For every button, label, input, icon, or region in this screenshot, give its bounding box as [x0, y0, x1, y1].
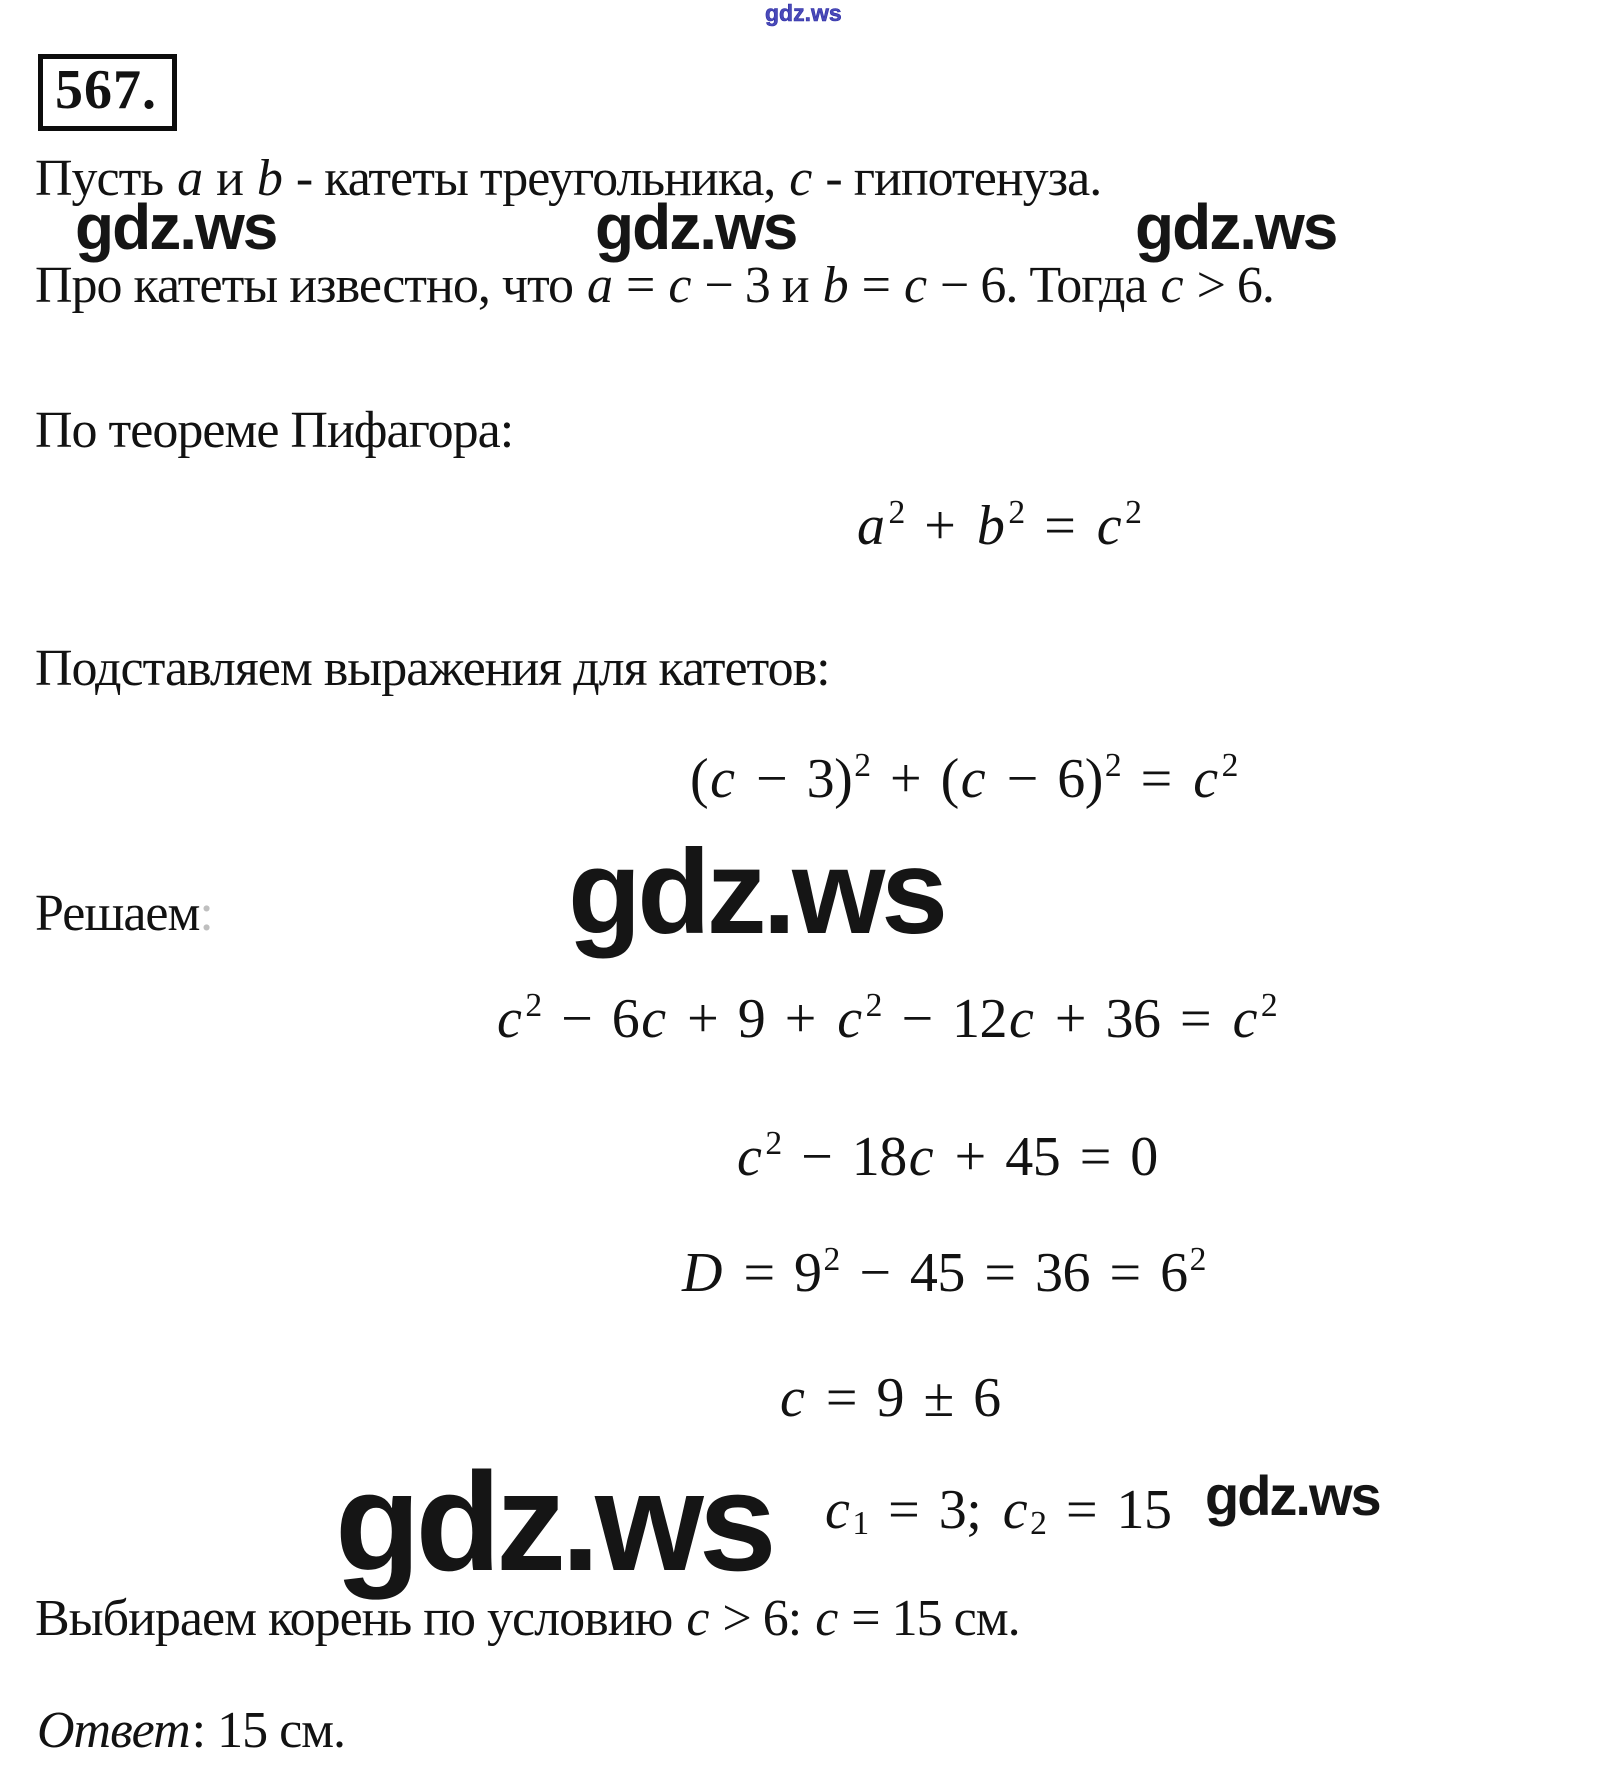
watermark-gdz-big-bottom: gdz.ws: [335, 1443, 772, 1600]
equation-substituted: $(c - 3)^2 + (c - 6)^2 = c$ $^2$: [690, 747, 1238, 810]
equation-roots-pm: c = 9 ± 6: [780, 1367, 1001, 1429]
line-choose-root: Выбираем корень по условию c > 6: c = 15 см.: [35, 1590, 1020, 1647]
watermark-gdz-row1-right: gdz.ws: [1135, 191, 1337, 263]
line-intro: Пусть a и b - катеты треугольника, c - гипотенуза.: [35, 150, 1102, 207]
line-solve-label: Решаем:: [35, 885, 213, 942]
watermark-gdz-big-middle: gdz.ws: [568, 825, 945, 959]
watermark-gdz-top-blue: gdz.ws: [765, 0, 842, 26]
watermark-gdz-bottom-right: gdz.ws: [1205, 1464, 1380, 1527]
equation-discriminant: $D = 9^2 - 45 = 36 = 6^2$: [682, 1241, 1206, 1304]
equation-quadratic: c $^2$ − 18c + 45 = 0: [737, 1125, 1158, 1188]
equation-pythagoras: a $^2$ + b $^2$ = c $^2$: [857, 494, 1142, 557]
line-given: Про катеты известно, что a = c − 3 и b = c − 6. Тогда c > 6.: [35, 257, 1274, 314]
line-answer: Ответ: 15 см.: [37, 1702, 346, 1759]
equation-expanded: c $^2$ − 6c + 9 + c $^2$ − 12c + 36 = c $^2$: [497, 987, 1278, 1050]
line-pythagoras-label: По теореме Пифагора:: [35, 402, 514, 459]
watermark-gdz-row1-left: gdz.ws: [75, 191, 277, 263]
line-substitute-label: Подставляем выражения для катетов:: [35, 640, 830, 697]
equation-roots: c1 = 3; c2 = 15: [825, 1479, 1172, 1543]
problem-number: 567.: [38, 54, 177, 131]
watermark-gdz-row1-center: gdz.ws: [595, 191, 797, 263]
